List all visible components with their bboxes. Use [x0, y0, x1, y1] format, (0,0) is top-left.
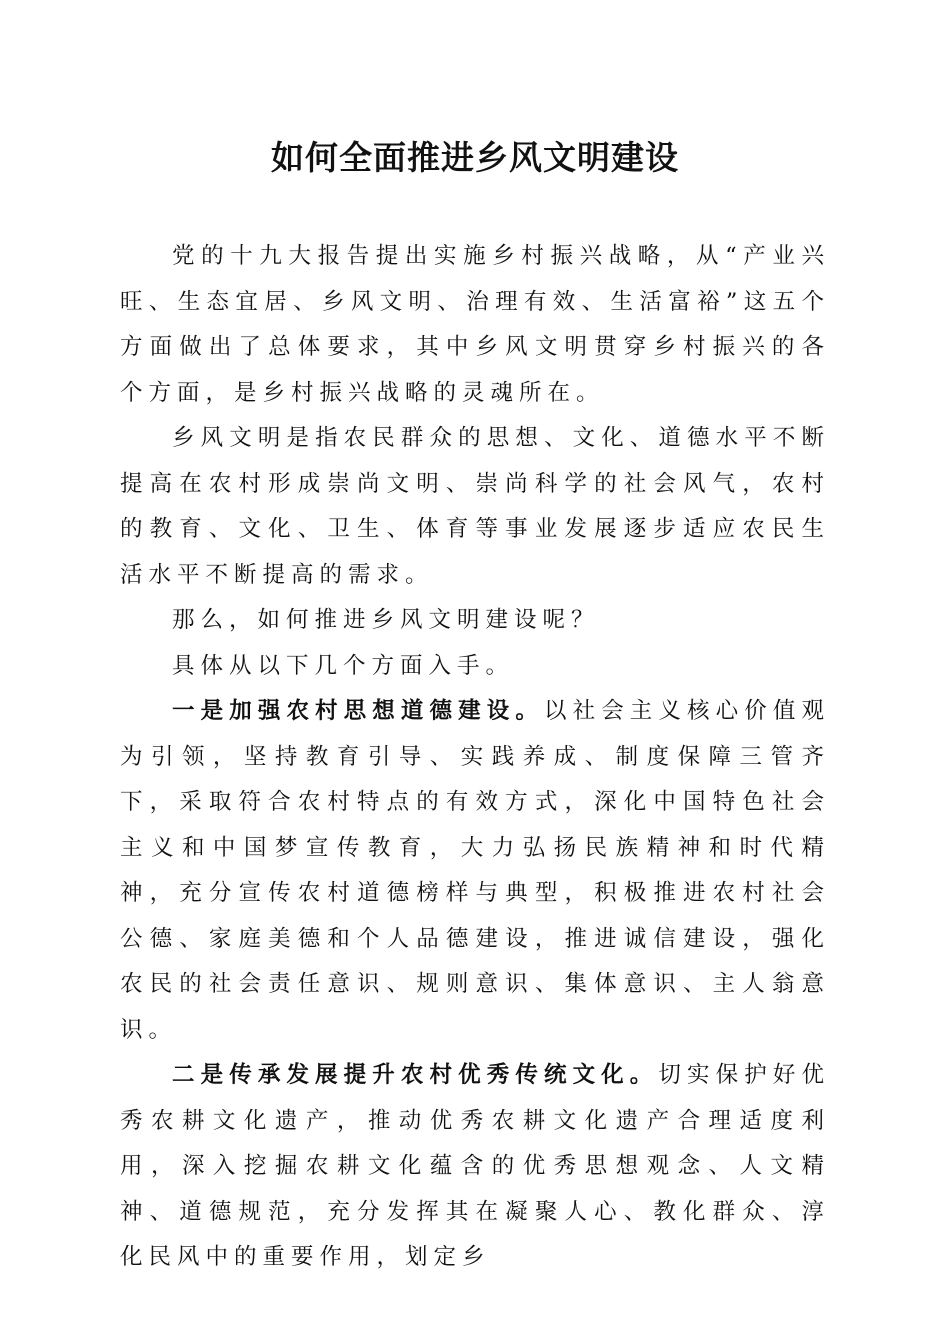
document-body [120, 234, 830, 1281]
paragraph-text: 具体从以下几个方面入手。 [172, 652, 515, 679]
paragraph-transition [120, 644, 830, 690]
paragraph-text: 以社会主义核心价值观为引领，坚持教育引导、实践养成、制度保障三管齐下，采取符合农村特点的有效方式，深化中国特色社会主义和中国梦宣传教育，大力弘扬民族精神和时代精神，充分宣传农村道德榜样与典型，积极推进农村社会公德、家庭美德和个人品德建设，推进诚信建设，强化农民的社会责任意识、规则意识、集体意识、主人翁意识。 [120, 698, 830, 1043]
paragraph-text: 乡风文明是指农民群众的思想、文化、道德水平不断提高在农村形成崇尚文明、崇尚科学的社会风气，农村的教育、文化、卫生、体育等事业发展逐步适应农民生活水平不断提高的需求。 [120, 425, 830, 588]
paragraph-text: 党的十九大报告提出实施乡村振兴战略，从“产业兴旺、生态宜居、乡风文明、治理有效、生活富裕”这五个方面做出了总体要求，其中乡风文明贯穿乡村振兴的各个方面，是乡村振兴战略的灵魂所在。 [120, 243, 830, 406]
document-title: 如何全面推进乡风文明建设 [271, 138, 679, 177]
paragraph-definition [120, 416, 830, 598]
paragraph-lead: 一是加强农村思想道德建设。 [172, 698, 544, 724]
paragraph-text: 那么，如何推进乡风文明建设呢？ [172, 607, 600, 633]
paragraph-lead: 二是传承发展提升农村优秀传统文化。 [172, 1062, 659, 1088]
paragraph-intro [120, 234, 830, 416]
paragraph-question [120, 598, 830, 644]
paragraph-point-two [120, 1053, 830, 1281]
paragraph-text: 切实保护好优秀农耕文化遗产，推动优秀农耕文化遗产合理适度利用，深入挖掘农耕文化蕴含的优秀思想观念、人文精神、道德规范，充分发挥其在凝聚人心、教化群众、淳化民风中的重要作用，划定乡 [120, 1062, 830, 1270]
paragraph-point-one [120, 689, 830, 1053]
